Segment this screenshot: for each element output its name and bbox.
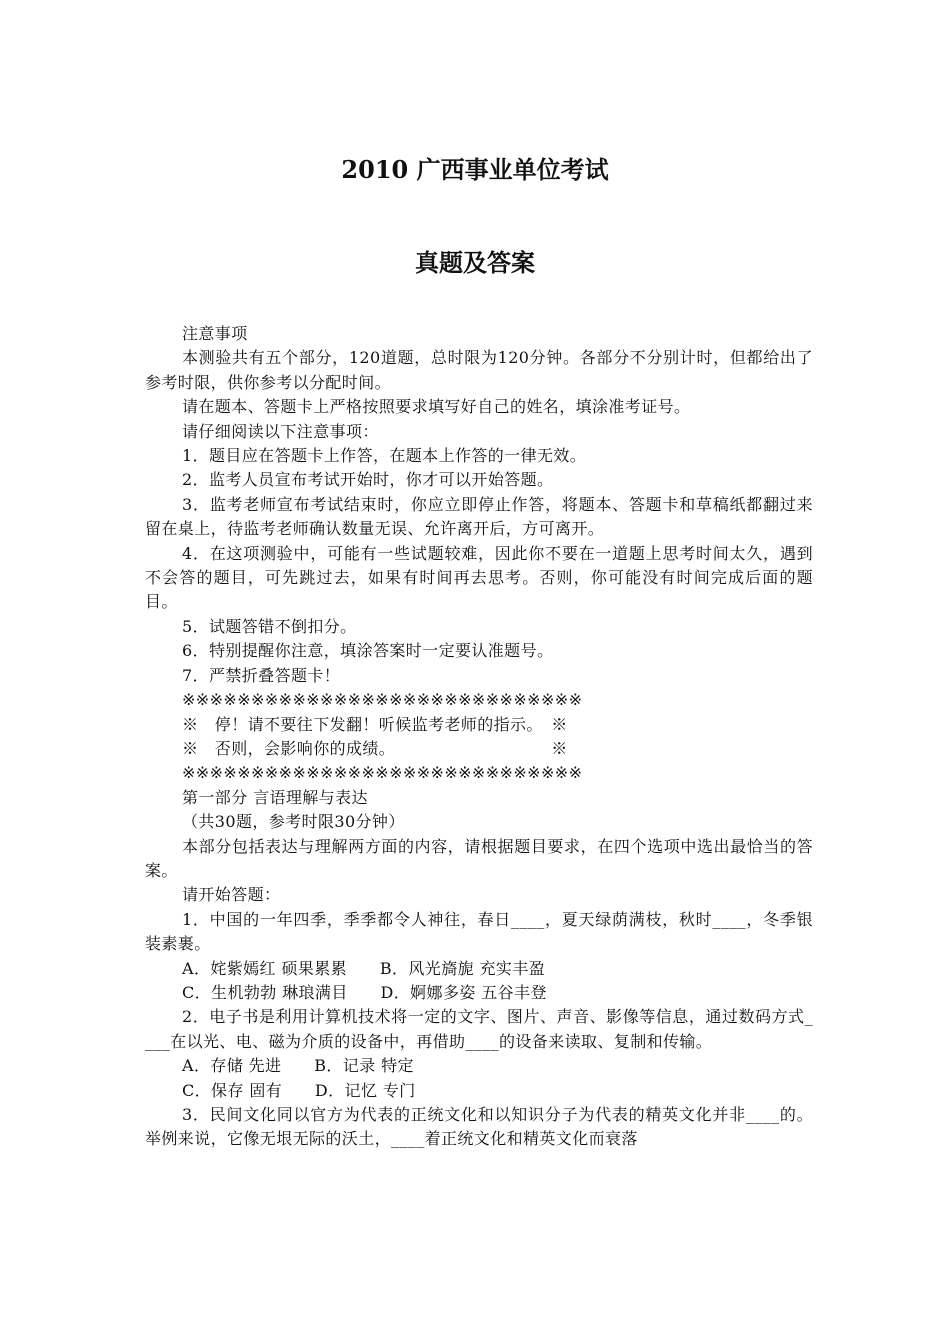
warning-line: ※ 否则，会影响你的成绩。 ※ bbox=[182, 738, 568, 758]
paragraph: 请仔细阅读以下注意事项： bbox=[182, 421, 379, 441]
section-instructions: 本部分包括表达与理解两方面的内容，请根据题目要求，在四个选项中选出最恰当的答案。 bbox=[145, 836, 813, 880]
answer-options: A．姹紫嫣红 硕果累累 B．风光旖旎 充实丰盈 bbox=[182, 958, 546, 978]
warning-border: ※※※※※※※※※※※※※※※※※※※※※※※※※※※※※ bbox=[182, 690, 583, 710]
answer-options: C．生机勃勃 琳琅满目 D．婀娜多姿 五谷丰登 bbox=[182, 982, 547, 1002]
page-subtitle: 真题及答案 bbox=[415, 248, 535, 277]
warning-border: ※※※※※※※※※※※※※※※※※※※※※※※※※※※※※ bbox=[182, 763, 583, 783]
notice-item: 4．在这项测验中，可能有一些试题较难，因此你不要在一道题上思考时间太久，遇到不会答的题目，可先跳过去，如果有时间再去思考。否则，你可能没有时间完成后面的题目。 bbox=[145, 543, 813, 612]
document-body bbox=[145, 322, 813, 1152]
notice-item: 6．特别提醒你注意，填涂答案时一定要认准题号。 bbox=[182, 641, 554, 661]
paragraph: 本测验共有五个部分，120道题，总时限为120分钟。各部分不分别计时，但都给出了参考时限，供你参考以分配时间。 bbox=[145, 348, 813, 392]
notice-item: 5．试题答错不倒扣分。 bbox=[182, 616, 357, 636]
notice-item: 1．题目应在答题卡上作答，在题本上作答的一律无效。 bbox=[182, 446, 587, 466]
page-title: 2010 广西事业单位考试 bbox=[341, 155, 609, 184]
answer-options: A．存储 先进 B．记录 特定 bbox=[182, 1056, 414, 1076]
notice-item: 2．监考人员宣布考试开始时，你才可以开始答题。 bbox=[182, 470, 554, 490]
notice-item: 7．严禁折叠答题卡！ bbox=[182, 665, 341, 685]
question: 2．电子书是利用计算机技术将一定的文字、图片、声音、影像等信息，通过数码方式____在以光、电、磁为介质的设备中，再借助____的设备来读取、复制和传输。 bbox=[145, 1007, 813, 1051]
notice-item: 3．监考老师宣布考试结束时，你应立即停止作答，将题本、答题卡和草稿纸都翻过来留在桌上，待监考老师确认数量无误、允许离开后，方可离开。 bbox=[145, 494, 813, 539]
notice-heading: 注意事项 bbox=[182, 324, 248, 343]
warning-line: ※ 停！请不要往下发翻！听候监考老师的指示。 ※ bbox=[182, 714, 568, 734]
paragraph: 请开始答题： bbox=[182, 885, 281, 905]
answer-options: C．保存 固有 D．记忆 专门 bbox=[182, 1080, 416, 1100]
paragraph: 请在题本、答题卡上严格按照要求填写好自己的姓名，填涂准考证号。 bbox=[182, 397, 691, 417]
question: 3．民间文化同以官方为代表的正统文化和以知识分子为代表的精英文化并非____的。举例来说，它像无垠无际的沃土，____着正统文化和精英文化而衰落 bbox=[145, 1105, 813, 1149]
question: 1．中国的一年四季，季季都令人神往，春日____，夏天绿荫满枝，秋时____，冬季银装素裹。 bbox=[145, 909, 813, 954]
section-heading: 第一部分 言语理解与表达 bbox=[182, 787, 368, 807]
section-subheading: （共30题，参考时限30分钟） bbox=[182, 812, 405, 832]
